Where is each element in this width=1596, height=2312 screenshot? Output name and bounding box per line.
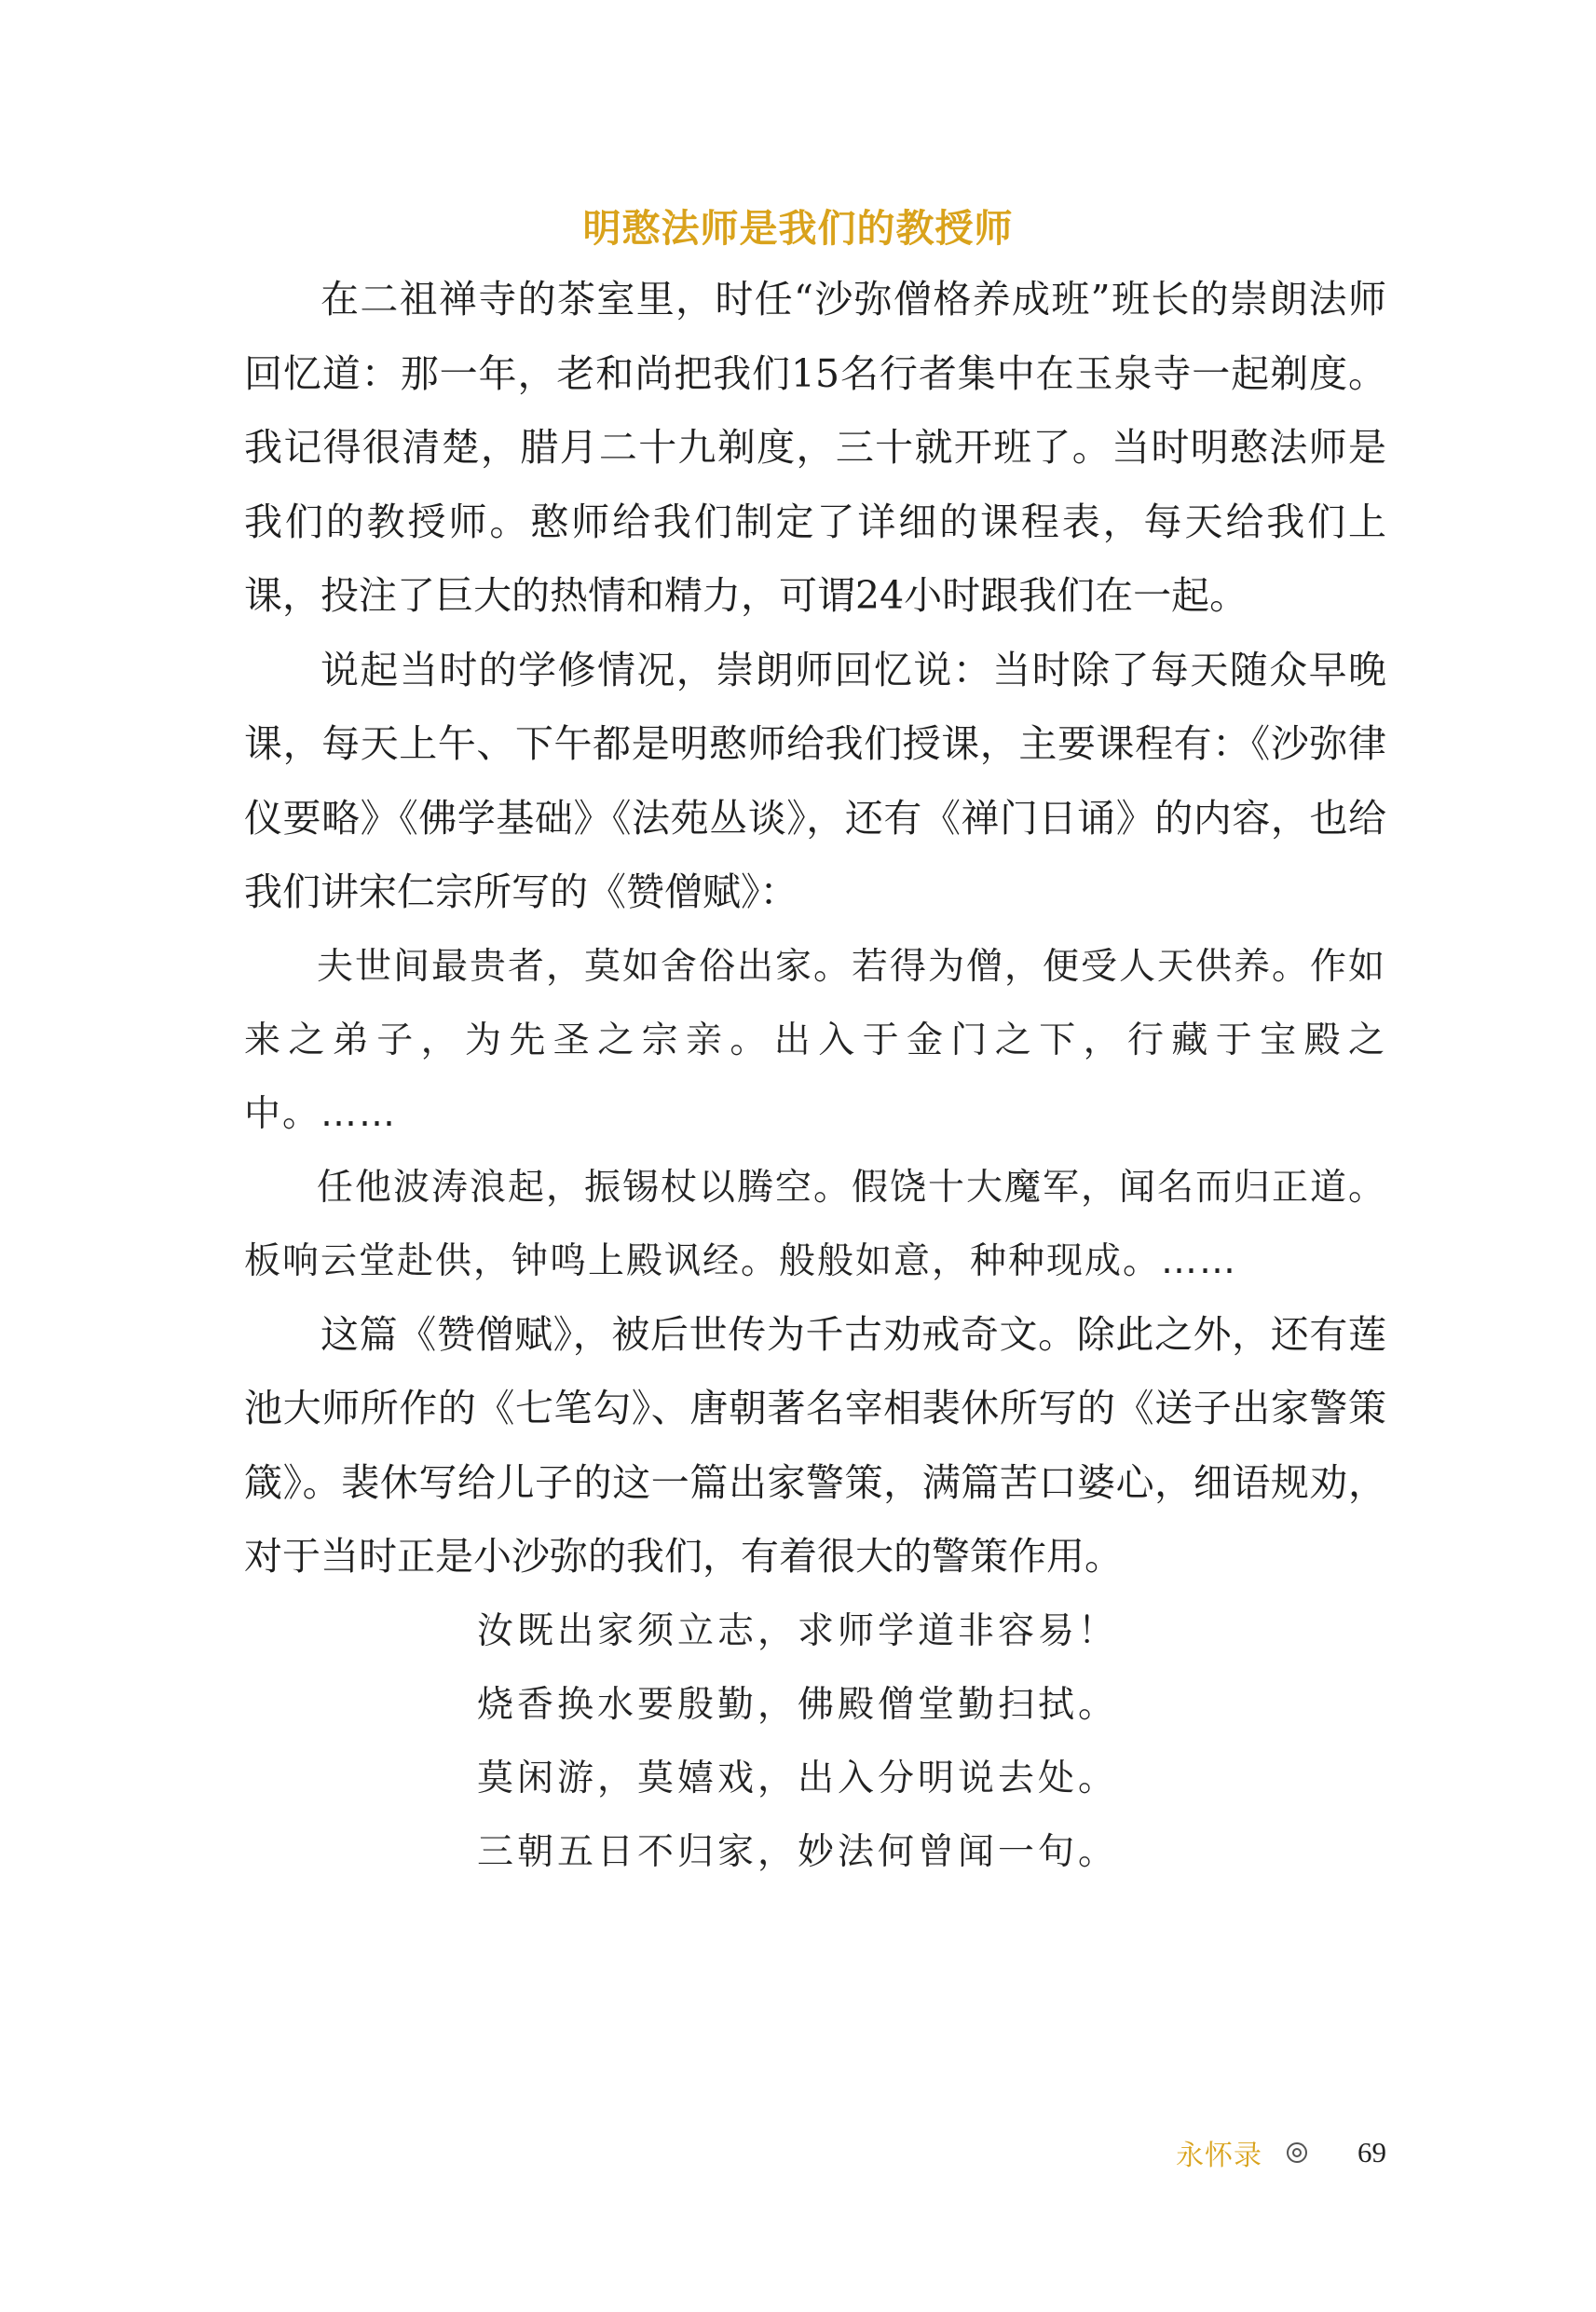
paragraph-3: 这篇《赞僧赋》，被后世传为千古劝戒奇文。除此之外，还有莲池大师所作的《七笔勾》、唐朝著名宰相裴休所写的《送子出家警策箴》。裴休写给儿子的这一篇出家警策，满篇苦口婆心，细语规劝，对于当时正是小沙弥的我们，有着很大的警策作用。 [244, 1311, 1386, 1579]
page-number: 69 [1357, 2136, 1386, 2168]
paragraph-1: 在二祖禅寺的茶室里，时任“沙弥僧格养成班”班长的崇朗法师回忆道：那一年，老和尚把我们15名行者集中在玉泉寺一起剃度。我记得很清楚，腊月二十九剃度，三十就开班了。当时明憨法师是我们的教授师。憨师给我们制定了详细的课程表，每天给我们上课，投注了巨大的热情和精力，可谓24小时跟我们在一起。 [244, 277, 1386, 618]
paragraph-2: 说起当时的学修情况，崇朗师回忆说：当时除了每天随众早晚课，每天上午、下午都是明憨师给我们授课，主要课程有：《沙弥律仪要略》《佛学基础》《法苑丛谈》，还有《禅门日诵》的内容，也给我们讲宋仁宗所写的《赞僧赋》： [244, 647, 1386, 914]
book-name: 永怀录 [1176, 2140, 1262, 2172]
quote-1: 夫世间最贵者，莫如舍俗出家。若得为僧，便受人天供养。作如来之弟子，为先圣之宗亲。出入于金门之下，行藏于宝殿之中。…… [244, 945, 1387, 1135]
page-footer [1176, 2132, 1386, 2173]
poem-block [244, 1594, 1386, 1889]
poem-line: 三朝五日不归家，妙法何曾闻一句。 [477, 1830, 1119, 1873]
poem-line: 莫闲游，莫嬉戏，出入分明说去处。 [477, 1757, 1119, 1799]
body-text [244, 263, 1386, 1889]
bullseye-icon [1287, 2142, 1307, 2163]
section-title: 明憨法师是我们的教授师 [582, 206, 1014, 251]
quote-2: 任他波涛浪起，振锡杖以腾空。假饶十大魔军，闻名而归正道。板响云堂赴供，钟鸣上殿讽经。般般如意，种种现成。…… [244, 1166, 1387, 1282]
poem-line: 烧香换水要殷勤，佛殿僧堂勤扫拭。 [477, 1683, 1119, 1726]
poem-line: 汝既出家须立志，求师学道非容易！ [477, 1609, 1119, 1652]
